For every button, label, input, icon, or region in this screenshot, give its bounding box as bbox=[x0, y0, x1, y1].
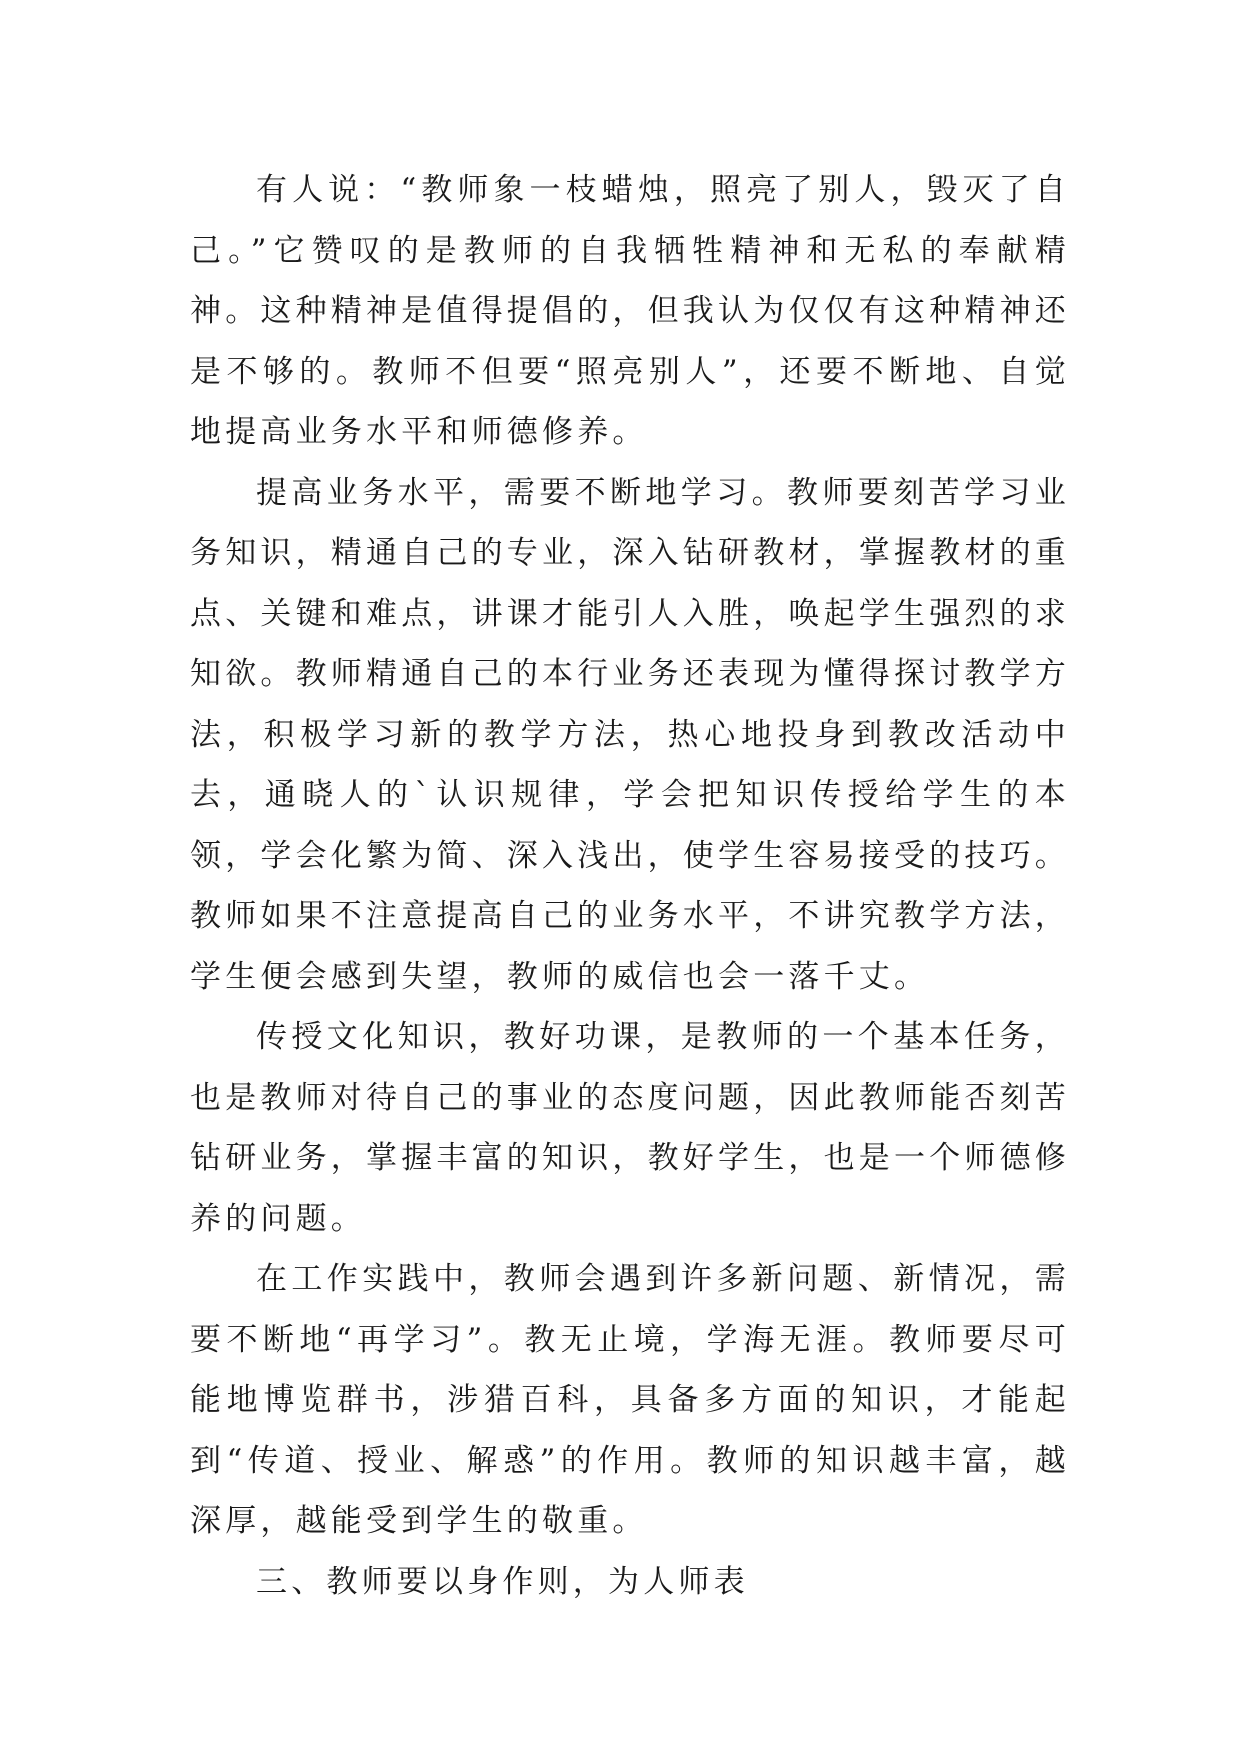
paragraph: 有人说：“教师象一枝蜡烛，照亮了别人，毁灭了自己。”它赞叹的是教师的自我牺牲精神和无私的奉献精神。这种精神是值得提倡的，但我认为仅仅有这种精神还是不够的。教师不但要“照亮别人”，还要不断地、自觉地提高业务水平和师德修养。 bbox=[190, 172, 1070, 450]
paragraph: 在工作实践中，教师会遇到许多新问题、新情况，需要不断地“再学习”。教无止境，学海无涯。教师要尽可能地博览群书，涉猎百科，具备多方面的知识，才能起到“传道、授业、解惑”的作用。教师的知识越丰富，越深厚，越能受到学生的敬重。 bbox=[190, 1261, 1070, 1539]
document-body bbox=[190, 160, 1070, 1612]
paragraph: 传授文化知识，教好功课，是教师的一个基本任务，也是教师对待自己的事业的态度问题，因此教师能否刻苦钻研业务，掌握丰富的知识，教好学生，也是一个师德修养的问题。 bbox=[190, 1019, 1070, 1237]
section-heading: 三、教师要以身作则，为人师表 bbox=[256, 1563, 749, 1600]
paragraph: 提高业务水平，需要不断地学习。教师要刻苦学习业务知识，精通自己的专业，深入钻研教材，掌握教材的重点、关键和难点，讲课才能引人入胜，唤起学生强烈的求知欲。教师精通自己的本行业务还表现为懂得探讨教学方法，积极学习新的教学方法，热心地投身到教改活动中去，通晓人的`认识规律，学会把知识传授给学生的本领，学会化繁为简、深入浅出，使学生容易接受的技巧。教师如果不注意提高自己的业务水平，不讲究教学方法，学生便会感到失望，教师的威信也会一落千丈。 bbox=[190, 474, 1070, 995]
